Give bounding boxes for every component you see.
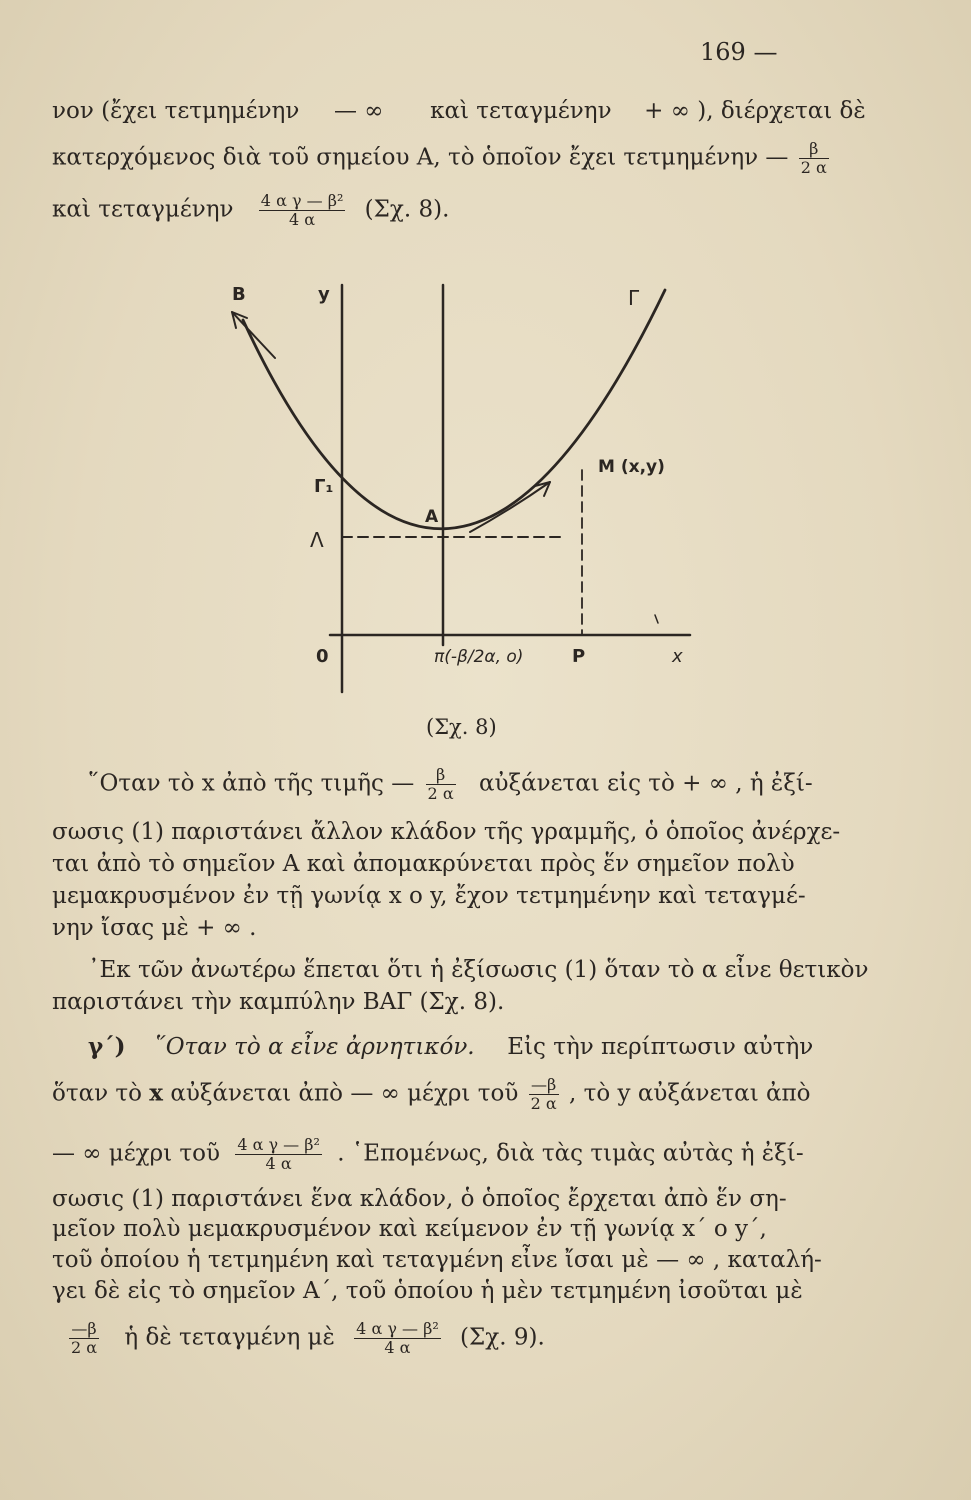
text-line-12 — [0, 1076, 971, 1113]
text-fragment: καὶ τεταγμένην — [52, 196, 234, 223]
text-fragment: + ∞ ), διέρχεται δὲ — [644, 98, 866, 124]
section-marker: γ΄) — [88, 1033, 126, 1060]
text-fragment: ῞Οταν τὸ x ἀπὸ τῆς τιμῆς — — [88, 770, 415, 797]
fraction-vertex-y — [259, 192, 346, 229]
label-p: Ρ — [572, 646, 586, 667]
label-origin: 0 — [316, 646, 329, 667]
text-fragment: , τὸ y αὐξάνεται ἀπὸ — [569, 1080, 811, 1107]
text-fragment: Εἰς τὴν περίπτωσιν αὐτὴν — [507, 1034, 814, 1060]
text-line-15: μεῖον πολὺ μεμακρυσμένον καὶ κείμενον ἐν τῇ γωνίᾳ x΄ ο y΄, — [52, 1216, 767, 1242]
fraction-numerator: —β — [529, 1076, 559, 1095]
fraction-neg-beta-2a — [69, 1320, 99, 1357]
text-fragment: — ∞ — [333, 98, 384, 124]
fraction-denominator: 2 α — [800, 158, 827, 177]
fraction-numerator: —β — [69, 1320, 99, 1339]
fraction-denominator: 4 α — [384, 1338, 411, 1357]
fraction-denominator: 2 α — [530, 1094, 557, 1113]
label-a: Α — [425, 507, 439, 527]
text-fragment: — ∞ μέχρι τοῦ — [52, 1140, 220, 1167]
fraction-denominator: 2 α — [71, 1338, 98, 1357]
text-line-18 — [0, 1320, 971, 1357]
label-lambda: Λ — [310, 528, 324, 552]
text-fragment: (Σχ. 9). — [460, 1324, 545, 1351]
text-fragment: αὐξάνεται εἰς τὸ + ∞ , ἡ ἐξί- — [478, 770, 813, 797]
fraction-beta-2a — [799, 140, 829, 177]
variable-x: x — [149, 1079, 163, 1107]
text-fragment: αὐξάνεται ἀπὸ — ∞ μέχρι τοῦ — [170, 1080, 519, 1107]
fraction-vertex-y — [235, 1136, 322, 1173]
text-fragment: ἡ δὲ τεταγμένη μὲ — [124, 1324, 335, 1351]
text-fragment: νον (ἔχει τετμημένην — [52, 98, 300, 124]
fraction-vertex-y — [354, 1320, 441, 1357]
fraction-denominator: 4 α — [265, 1154, 292, 1173]
fraction-numerator: 4 α γ — β² — [237, 1135, 320, 1154]
text-fragment: καὶ τεταγμένην — [430, 98, 612, 124]
text-line-2 — [0, 140, 971, 177]
left-branch-arrow — [232, 312, 275, 358]
label-b: Β — [232, 284, 246, 305]
label-x: x — [672, 646, 683, 667]
text-line-8: νην ἴσας μὲ + ∞ . — [52, 915, 257, 941]
label-y: y — [318, 284, 330, 305]
text-line-13 — [0, 1136, 971, 1173]
text-line-16: τοῦ ὁποίου ἡ τετμημένη καὶ τεταγμένη εἶνε ἴσαι μὲ — ∞ , καταλή- — [52, 1247, 822, 1273]
text-line-1 — [0, 96, 971, 126]
label-pi: π(-β/2α, o) — [434, 647, 524, 667]
text-line-14: σωσις (1) παριστάνει ἕνα κλάδον, ὁ ὁποῖος ἔρχεται ἀπὸ ἕν ση- — [52, 1186, 787, 1212]
text-fragment: κατερχόμενος διὰ τοῦ σημείου Α, τὸ ὁποῖον ἔχει τετμημένην — — [52, 144, 789, 171]
text-line-11 — [0, 1032, 971, 1062]
fraction-neg-beta-2a — [529, 1076, 559, 1113]
parabola-figure — [0, 250, 971, 710]
text-line-6: ται ἀπὸ τὸ σημεῖον Α καὶ ἀπομακρύνεται πρὸς ἕν σημεῖον πολὺ — [52, 851, 795, 877]
label-gamma: Γ — [628, 286, 640, 310]
fraction-denominator: 2 α — [427, 784, 454, 803]
fraction-numerator: β — [799, 140, 829, 159]
text-line-4 — [0, 766, 971, 803]
tick-mark — [655, 615, 658, 623]
figure-caption: (Σχ. 8) — [426, 715, 497, 739]
fraction-numerator: 4 α γ — β² — [356, 1319, 439, 1338]
section-heading: ῞Οταν τὸ α εἶνε ἀρνητικόν. — [154, 1034, 475, 1060]
label-gamma1: Γ₁ — [314, 476, 334, 497]
text-line-3 — [0, 192, 971, 229]
text-line-7: μεμακρυσμένον ἐν τῇ γωνίᾳ x ο y, ἔχον τετμημένην καὶ τεταγμέ- — [52, 883, 806, 909]
text-line-10: παριστάνει τὴν καμπύλην ΒΑΓ (Σχ. 8). — [52, 989, 505, 1015]
fraction-numerator: β — [426, 766, 456, 785]
text-fragment: . ῾Επομένως, διὰ τὰς τιμὰς αὐτὰς ἡ ἐξί- — [337, 1140, 804, 1167]
fraction-numerator: 4 α γ — β² — [260, 191, 344, 210]
label-m: Μ (x,y) — [598, 457, 665, 477]
text-fragment: ὅταν τὸ — [52, 1080, 142, 1107]
text-line-9: ᾿Εκ τῶν ἀνωτέρω ἕπεται ὅτι ἡ ἐξίσωσις (1) ὅταν τὸ α εἶνε θετικὸν — [88, 957, 869, 983]
text-fragment: (Σχ. 8). — [364, 196, 450, 223]
parabola-curve — [243, 290, 665, 529]
text-line-17: γει δὲ εἰς τὸ σημεῖον Α΄, τοῦ ὁποίου ἡ μὲν τετμημένη ἰσοῦται μὲ — [52, 1278, 803, 1304]
fraction-beta-2a — [426, 766, 456, 803]
text-line-5: σωσις (1) παριστάνει ἄλλον κλάδον τῆς γραμμῆς, ὁ ὁποῖος ἀνέρχε- — [52, 819, 841, 845]
page-number: 169 — — [700, 38, 778, 66]
fraction-denominator: 4 α — [289, 210, 316, 229]
